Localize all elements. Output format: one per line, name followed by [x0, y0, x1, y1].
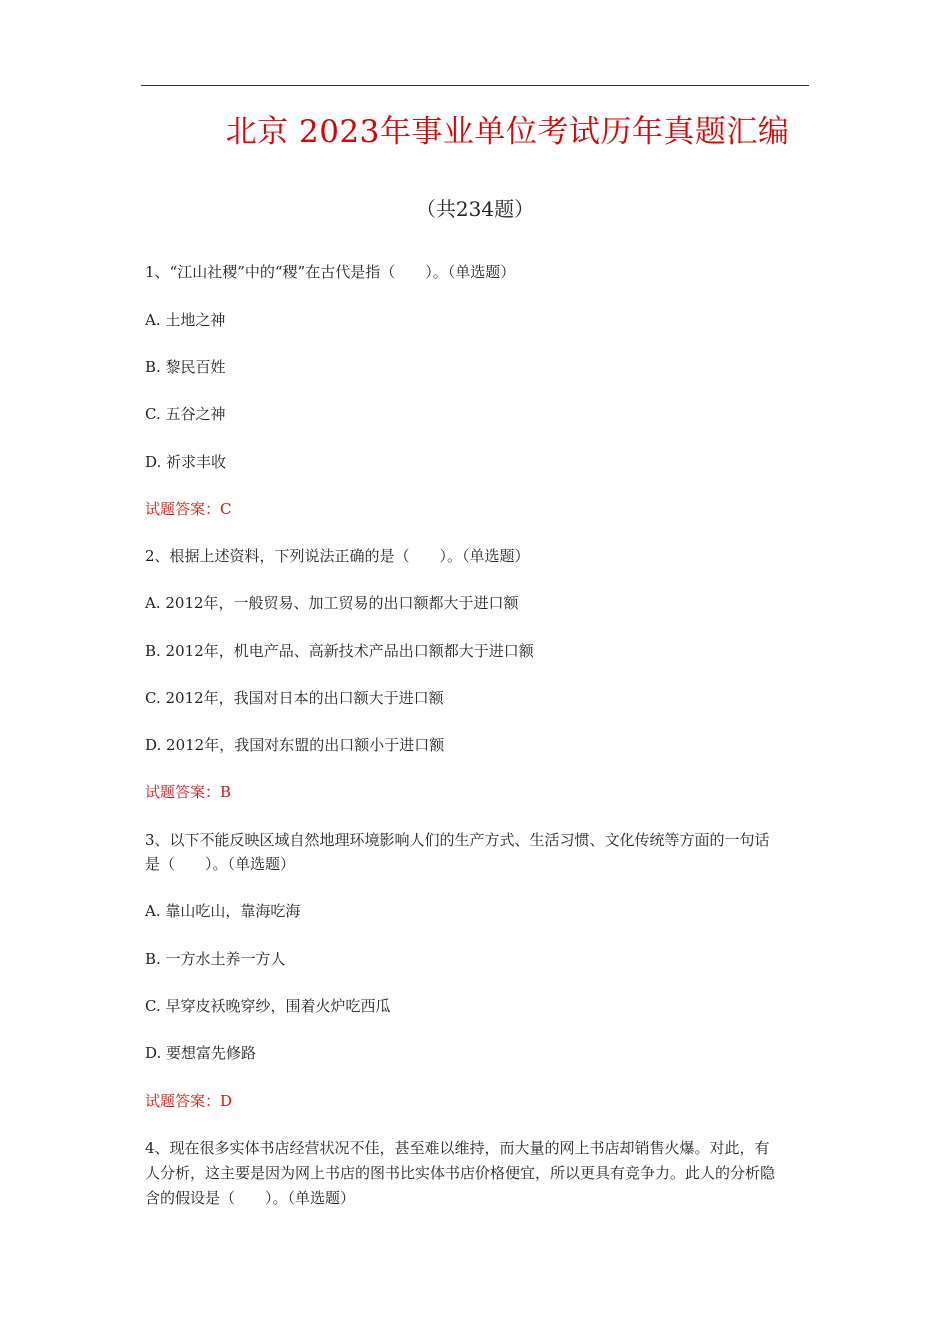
- option-d: D. 2012年，我国对东盟的出口额小于进口额: [145, 736, 445, 754]
- option-d: D. 祈求丰收: [145, 453, 227, 471]
- option-a: A. 靠山吃山，靠海吃海: [145, 902, 301, 920]
- question-stem-3-line-2: 是（ ）。（单选题）: [145, 855, 296, 873]
- option-b: B. 一方水土养一方人: [145, 950, 286, 968]
- question-stem-4-line-1: 4、现在很多实体书店经营状况不佳，甚至难以维持，而大量的网上书店却销售火爆。对此，有: [145, 1139, 770, 1157]
- question-stem-3-line-1: 3、以下不能反映区域自然地理环境影响人们的生产方式、生活习惯、文化传统等方面的一句话: [145, 831, 770, 849]
- option-d: D. 要想富先修路: [145, 1044, 257, 1062]
- question-stem-4-line-3: 含的假设是（ ）。（单选题）: [145, 1189, 356, 1207]
- option-a: A. 土地之神: [145, 311, 226, 329]
- option-b: B. 黎民百姓: [145, 358, 226, 376]
- answer-1: 试题答案：C: [145, 500, 232, 518]
- option-a: A. 2012年，一般贸易、加工贸易的出口额都大于进口额: [145, 594, 519, 612]
- answer-3: 试题答案：D: [145, 1092, 233, 1110]
- option-c: C. 早穿皮袄晚穿纱，围着火炉吃西瓜: [145, 997, 391, 1015]
- question-count: （共234题）: [415, 197, 535, 221]
- question-stem-4-line-2: 人分析，这主要是因为网上书店的图书比实体书店价格便宜，所以更具有竞争力。此人的分析隐: [145, 1164, 776, 1182]
- header-rule: [141, 85, 809, 86]
- option-c: C. 五谷之神: [145, 405, 226, 423]
- option-b: B. 2012年，机电产品、高新技术产品出口额都大于进口额: [145, 642, 534, 660]
- question-stem-1: 1、“江山社稷”中的“稷”在古代是指（ ）。（单选题）: [145, 263, 516, 281]
- answer-2: 试题答案：B: [145, 783, 232, 801]
- question-stem-2: 2、根据上述资料，下列说法正确的是（ ）。（单选题）: [145, 547, 530, 565]
- option-c: C. 2012年，我国对日本的出口额大于进口额: [145, 689, 444, 707]
- page-title: 北京 2023年事业单位考试历年真题汇编: [225, 114, 790, 150]
